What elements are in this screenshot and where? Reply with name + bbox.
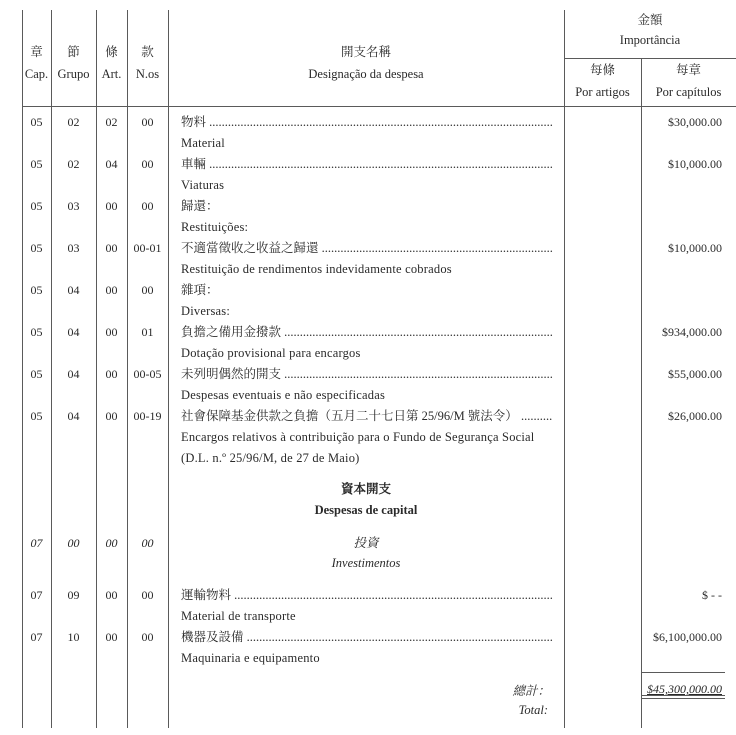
header-capitulos-pt: Por capítulos — [655, 85, 722, 99]
row-art: 00 — [105, 241, 118, 255]
row-num: 00-05 — [133, 367, 162, 381]
row-cap: 07 — [30, 588, 43, 602]
row-desc-pt: Viaturas — [181, 178, 225, 192]
row-desc-pt: Dotação provisional para encargos — [181, 346, 361, 360]
row-amount: $934,000.00 — [662, 325, 722, 339]
header-art — [96, 44, 127, 82]
invest-zh: 投資 — [353, 536, 379, 550]
invest-pt: Investimentos — [331, 556, 401, 570]
header-num — [127, 44, 168, 82]
row-grupo: 04 — [67, 325, 80, 339]
row-cap: 07 — [30, 536, 43, 550]
row-num: 00 — [141, 157, 154, 171]
row-desc-zh: 物料 ..... — [181, 114, 553, 130]
row-desc-zh: 不適當徵收之收益之歸還 ..... — [181, 240, 553, 256]
row-cap: 05 — [30, 409, 43, 423]
row-cap: 07 — [30, 630, 43, 644]
header-por-capitulos — [641, 62, 736, 100]
header-num-pt: N.os — [135, 67, 160, 81]
row-desc-zh: 雜項： — [181, 283, 219, 297]
row-desc-pt: Material — [181, 136, 225, 150]
row-cap: 05 — [30, 283, 43, 297]
header-capitulos-zh: 每章 — [675, 63, 701, 77]
row-amount: $ - - — [702, 588, 722, 602]
row-grupo: 10 — [67, 630, 80, 644]
row-desc-pt: Encargos relativos à contribuição para o Fundo de Segurança Social — [181, 430, 535, 444]
row-num: 00 — [141, 588, 154, 602]
header-artigos-zh: 每條 — [589, 63, 615, 77]
header-imp-pt: Importância — [619, 33, 681, 47]
col-divider-desig — [564, 10, 565, 728]
row-cap: 05 — [30, 241, 43, 255]
row-cap: 05 — [30, 367, 43, 381]
row-desc-zh: 機器及設備 ..... — [181, 629, 553, 645]
header-imp-zh: 金額 — [637, 13, 663, 27]
header-por-artigos — [564, 62, 641, 100]
total-label-pt: Total: — [518, 703, 548, 717]
row-amount: $55,000.00 — [668, 367, 722, 381]
row-desc-zh: 車輛 ..... — [181, 156, 553, 172]
row-grupo: 02 — [67, 115, 80, 129]
row-cap: 05 — [30, 325, 43, 339]
row-grupo: 04 — [67, 367, 80, 381]
row-grupo: 04 — [67, 283, 80, 297]
capital-section-zh: 資本開支 — [340, 482, 391, 496]
header-art-zh: 條 — [105, 45, 118, 59]
row-amount: $10,000.00 — [668, 241, 722, 255]
header-importancia — [564, 12, 736, 48]
row-desc-pt: Despesas eventuais e não especificadas — [181, 388, 386, 402]
header-divider-importancia — [564, 58, 736, 59]
header-cap-zh: 章 — [30, 45, 43, 59]
row-num: 00 — [141, 630, 154, 644]
header-bottom-border — [22, 106, 736, 107]
row-art: 00 — [105, 536, 118, 550]
row-amount: $26,000.00 — [668, 409, 722, 423]
header-desig-pt: Designação da despesa — [308, 67, 424, 81]
row-desc-zh: 負擔之備用金撥款 ..... — [181, 324, 553, 340]
header-num-zh: 款 — [141, 45, 154, 59]
total-top-rule — [641, 672, 725, 673]
row-desc-zh: 歸還： — [181, 199, 219, 213]
row-grupo: 00 — [67, 536, 80, 550]
row-art: 00 — [105, 588, 118, 602]
header-artigos-pt: Por artigos — [575, 85, 630, 99]
row-num: 00-01 — [133, 241, 162, 255]
row-art: 04 — [105, 157, 118, 171]
row-num: 00-19 — [133, 409, 162, 423]
header-art-pt: Art. — [101, 67, 122, 81]
col-divider-num — [168, 10, 169, 728]
total-amount: $45,300,000.00 — [647, 682, 722, 696]
row-desc-pt: Material de transporte — [181, 609, 296, 623]
header-desig-zh: 開支名稱 — [340, 45, 391, 59]
row-num: 00 — [141, 283, 154, 297]
row-amount: $30,000.00 — [668, 115, 722, 129]
header-grupo-zh: 節 — [67, 45, 80, 59]
row-amount: $6,100,000.00 — [653, 630, 722, 644]
row-art: 00 — [105, 367, 118, 381]
row-art: 02 — [105, 115, 118, 129]
row-amount: $10,000.00 — [668, 157, 722, 171]
row-grupo: 03 — [67, 199, 80, 213]
row-num: 01 — [141, 325, 154, 339]
row-num: 00 — [141, 199, 154, 213]
total-label-zh: 總計： — [512, 684, 550, 698]
row-art: 00 — [105, 325, 118, 339]
row-num: 00 — [141, 536, 154, 550]
row-art: 00 — [105, 409, 118, 423]
col-divider-artigos — [641, 58, 642, 728]
row-grupo: 09 — [67, 588, 80, 602]
header-designacao — [168, 44, 564, 82]
total-double-rule-2 — [641, 698, 725, 699]
row-desc-pt: Restituição de rendimentos indevidamente cobrados — [181, 262, 452, 276]
row-desc-pt: Restituições: — [181, 220, 249, 234]
header-grupo — [51, 44, 96, 82]
row-art: 00 — [105, 199, 118, 213]
row-num: 00 — [141, 115, 154, 129]
capital-section-pt: Despesas de capital — [314, 503, 418, 517]
row-cap: 05 — [30, 115, 43, 129]
header-grupo-pt: Grupo — [57, 67, 90, 81]
row-grupo: 04 — [67, 409, 80, 423]
row-art: 00 — [105, 283, 118, 297]
row-cap: 05 — [30, 199, 43, 213]
row-desc-pt-line2: (D.L. n.º 25/96/M, de 27 de Maio) — [181, 451, 360, 465]
row-grupo: 02 — [67, 157, 80, 171]
row-cap: 05 — [30, 157, 43, 171]
row-grupo: 03 — [67, 241, 80, 255]
header-cap-pt: Cap. — [24, 67, 49, 81]
row-art: 00 — [105, 630, 118, 644]
row-desc-zh: 社會保障基金供款之負擔（五月二十七日第 25/96/M 號法令） ..... — [181, 408, 553, 424]
header-cap — [22, 44, 51, 82]
row-desc-zh: 運輸物料 ..... — [181, 587, 553, 603]
row-desc-pt: Diversas: — [181, 304, 231, 318]
row-desc-pt: Maquinaria e equipamento — [181, 651, 320, 665]
row-desc-zh: 未列明偶然的開支 ..... — [181, 366, 553, 382]
